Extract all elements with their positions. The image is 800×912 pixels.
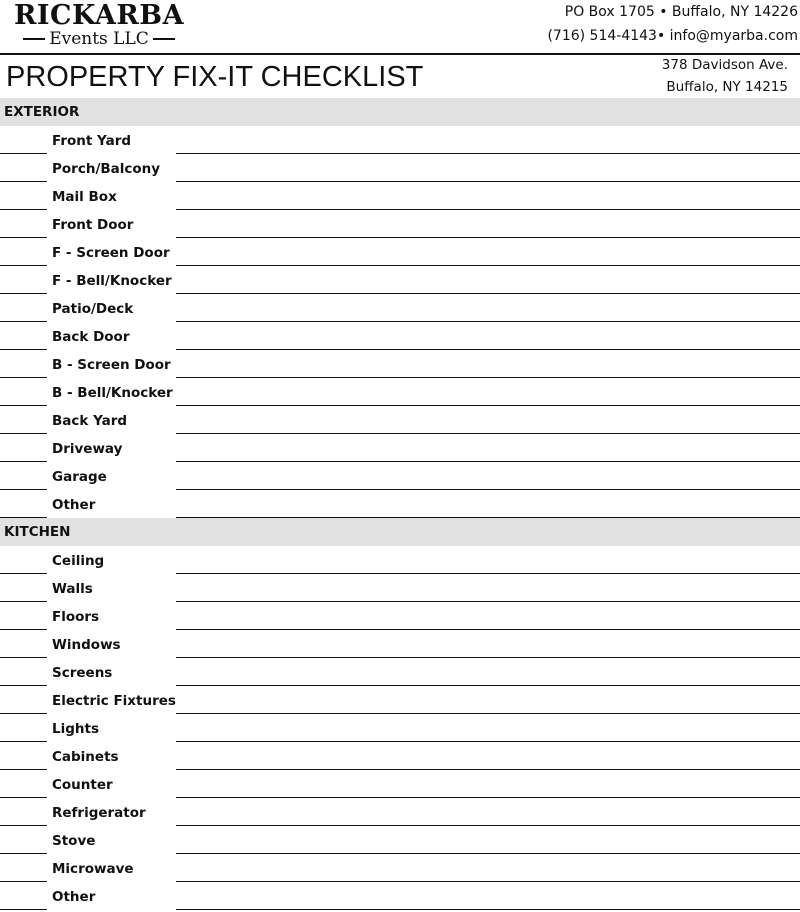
item-label: F - Bell/Knocker <box>52 273 172 289</box>
company-contact <box>547 0 798 48</box>
checklist-row <box>0 714 800 742</box>
item-label: Walls <box>52 581 93 597</box>
checklist-row <box>0 434 800 462</box>
item-label: Front Door <box>52 217 134 233</box>
item-label: Patio/Deck <box>52 301 134 317</box>
checklist-row <box>0 294 800 322</box>
item-label: Porch/Balcony <box>52 161 161 177</box>
contact-line-mail: PO Box 1705 • Buffalo, NY 14226 <box>564 4 798 20</box>
checklist-row <box>0 210 800 238</box>
item-label: B - Bell/Knocker <box>52 385 173 401</box>
checklist-row <box>0 462 800 490</box>
item-label: Garage <box>52 469 107 485</box>
item-label: Other <box>52 889 96 905</box>
logo-subtitle <box>6 30 192 48</box>
logo-dash-left <box>23 38 45 40</box>
checklist-row <box>0 154 800 182</box>
item-label: Cabinets <box>52 749 119 765</box>
checklist-row <box>0 126 800 154</box>
check-blank[interactable] <box>0 909 47 910</box>
logo-dash-right <box>153 38 175 40</box>
check-blank[interactable] <box>0 517 47 518</box>
checklist-row <box>0 238 800 266</box>
address-street: 378 Davidson Ave. <box>661 57 788 73</box>
property-address <box>662 54 788 98</box>
checklist-row <box>0 602 800 630</box>
company-logo <box>6 0 192 48</box>
item-label: Electric Fixtures <box>52 693 176 709</box>
checklist-row <box>0 770 800 798</box>
checklist-row <box>0 350 800 378</box>
checklist-row <box>0 742 800 770</box>
item-label: Other <box>52 497 96 513</box>
address-city: Buffalo, NY 14215 <box>666 79 788 95</box>
page-title: PROPERTY FIX-IT CHECKLIST <box>6 61 424 93</box>
item-label: F - Screen Door <box>52 245 170 261</box>
item-label: Lights <box>52 721 99 737</box>
item-label: Screens <box>52 665 113 681</box>
checklist-row <box>0 826 800 854</box>
checklist-row <box>0 322 800 350</box>
item-label: Stove <box>52 833 96 849</box>
checklist-row <box>0 490 800 518</box>
contact-line-phone-email: (716) 514-4143• info@myarba.com <box>547 28 798 44</box>
item-label: Counter <box>52 777 113 793</box>
checklist-row <box>0 882 800 910</box>
checklist <box>0 98 800 910</box>
item-label: Refrigerator <box>52 805 146 821</box>
checklist-row <box>0 798 800 826</box>
checklist-row <box>0 854 800 882</box>
item-label: Back Door <box>52 329 130 345</box>
item-label: Driveway <box>52 441 123 457</box>
item-label: Back Yard <box>52 413 128 429</box>
checklist-row <box>0 378 800 406</box>
section-header-exterior: EXTERIOR <box>0 98 800 126</box>
checklist-row <box>0 630 800 658</box>
item-label: Windows <box>52 637 121 653</box>
checklist-row <box>0 406 800 434</box>
checklist-row <box>0 574 800 602</box>
logo-subtitle-text: Events LLC <box>49 29 149 49</box>
checklist-row <box>0 658 800 686</box>
item-label: Floors <box>52 609 100 625</box>
item-label: Microwave <box>52 861 134 877</box>
checklist-row <box>0 182 800 210</box>
logo-wordmark: RICKARBA <box>13 0 185 31</box>
notes-line[interactable] <box>176 909 800 910</box>
item-label: B - Screen Door <box>52 357 171 373</box>
notes-line[interactable] <box>176 517 800 518</box>
item-label: Ceiling <box>52 553 105 569</box>
item-label: Front Yard <box>52 133 132 149</box>
section-header-kitchen: KITCHEN <box>0 518 800 546</box>
checklist-row <box>0 546 800 574</box>
checklist-row <box>0 686 800 714</box>
checklist-row <box>0 266 800 294</box>
item-label: Mail Box <box>52 189 117 205</box>
